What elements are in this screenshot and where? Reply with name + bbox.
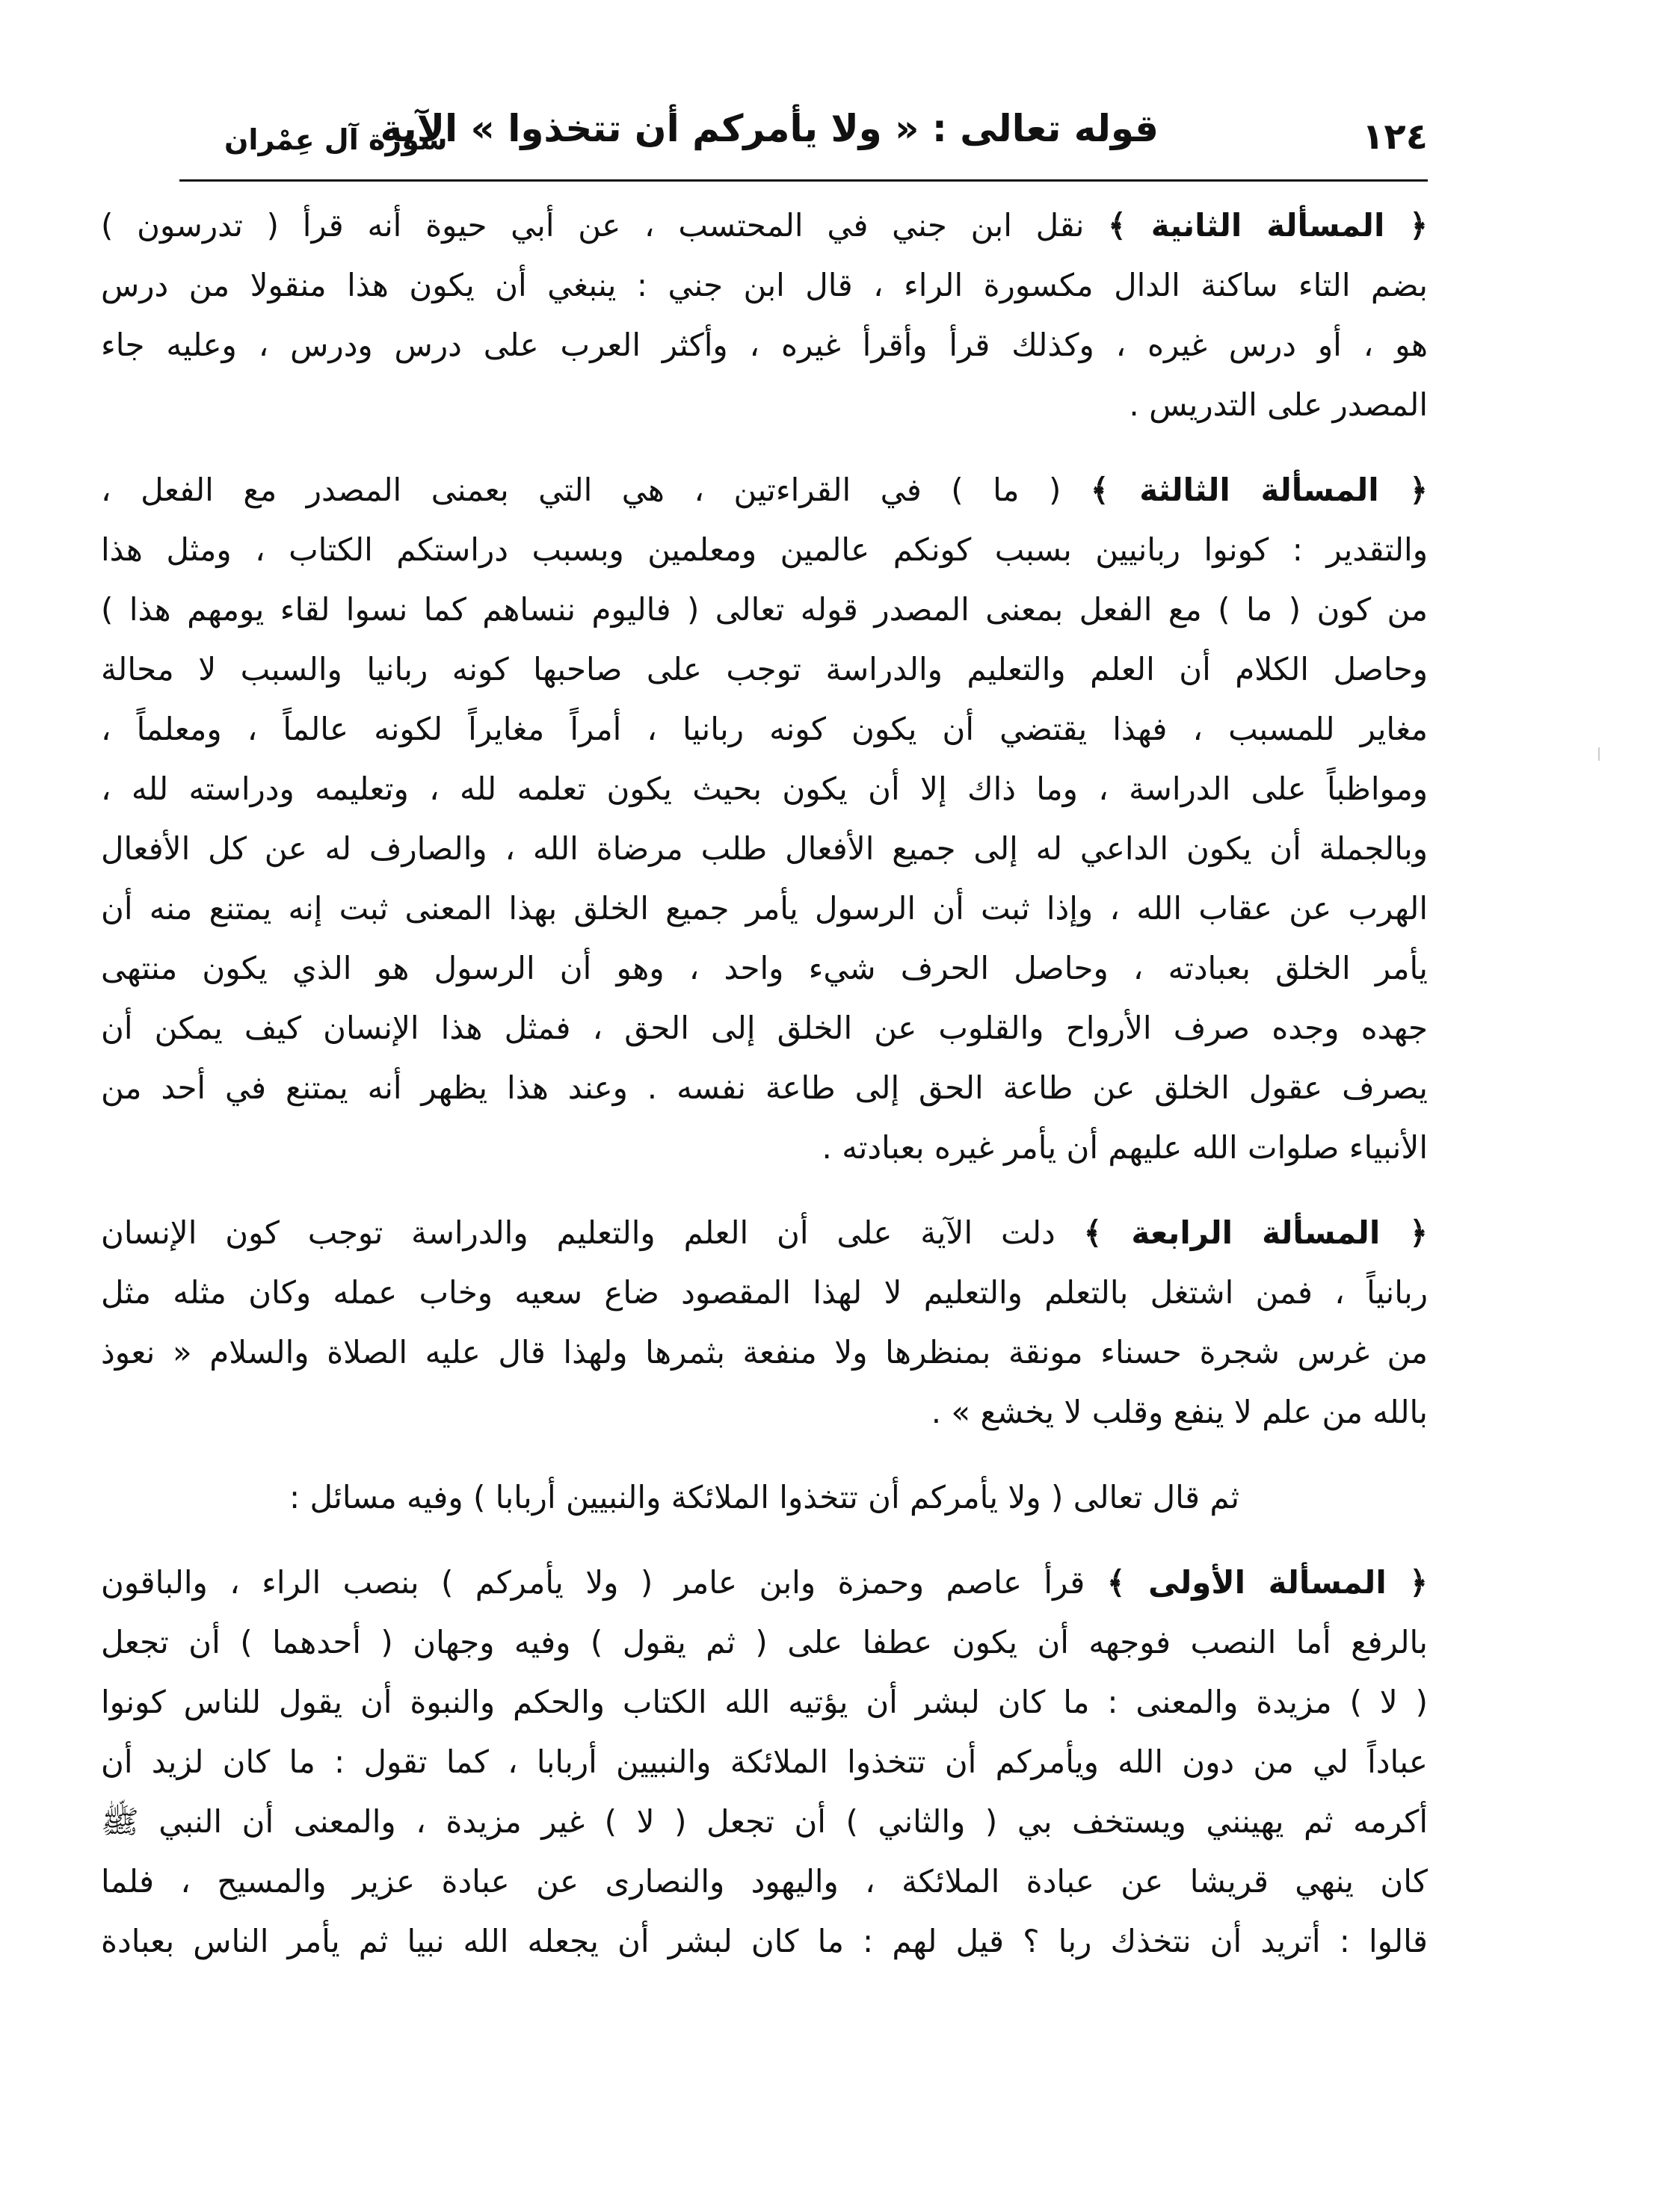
text-line: الهرب عن عقاب الله ، وإذا ثبت أن الرسول يأمر جميع الخلق بهذا المعنى ثبت إنه يمتنع منه أن bbox=[101, 890, 1428, 927]
text-line bbox=[101, 1203, 1428, 1263]
text-line: ربانياً ، فمن اشتغل بالتعلم والتعليم لا لهذا المقصود ضاع سعيه وخاب عمله وكان مثله مثل bbox=[101, 1274, 1428, 1311]
line-text: قرأ عاصم وحمزة وابن عامر ( ولا يأمركم ) بنصب الراء ، والباقون bbox=[101, 1564, 1085, 1601]
text-line: من غرس شجرة حسناء مونقة بمنظرها ولا منفعة بثمرها ولهذا قال عليه الصلاة والسلام « نعوذ bbox=[101, 1334, 1428, 1371]
text-line: عباداً لي من دون الله ويأمركم أن تتخذوا الملائكة والنبيين أربابا ، كما تقول : ما كان لزيد أن bbox=[101, 1743, 1428, 1780]
surah-name: سورة آل عِمْران bbox=[224, 123, 448, 156]
text-line: قالوا : أتريد أن نتخذك ربا ؟ قيل لهم : ما كان لبشر أن يجعله الله نبيا ثم يأمر الناس بعبادة bbox=[101, 1923, 1428, 1959]
text-line: هو ، أو درس غيره ، وكذلك قرأ وأقرأ غيره ، وأكثر العرب على درس ودرس ، وعليه جاء bbox=[101, 327, 1428, 363]
header-divider bbox=[179, 179, 1428, 182]
paragraph-verse-intro bbox=[101, 1468, 1428, 1527]
issue-heading: ﴿ المسألة الثالثة ﴾ bbox=[1090, 472, 1428, 508]
text-line: ومواظباً على الدراسة ، وما ذاك إلا أن يكون بحيث يكون تعلمه لله ، وتعليمه ودراسته لله ، bbox=[101, 770, 1428, 807]
paragraph-third-issue bbox=[101, 460, 1428, 1178]
text-line: كان ينهي قريشا عن عبادة الملائكة ، واليهود والنصارى عن عبادة عزير والمسيح ، فلما bbox=[101, 1863, 1428, 1900]
issue-heading: ﴿ المسألة الثانية ﴾ bbox=[1108, 207, 1428, 244]
text-line bbox=[101, 196, 1428, 256]
text-line: وحاصل الكلام أن العلم والتعليم والدراسة توجب على صاحبها كونه ربانيا والسبب لا محالة bbox=[101, 651, 1428, 688]
line-text: دلت الآية على أن العلم والتعليم والدراسة توجب كون الإنسان bbox=[101, 1214, 1055, 1251]
header-title: قوله تعالى : « ولا يأمركم أن تتخذوا » الآية bbox=[380, 107, 1159, 150]
text-line bbox=[101, 460, 1428, 520]
paragraph-fourth-issue bbox=[101, 1203, 1428, 1442]
text-line bbox=[101, 1553, 1428, 1613]
text-line: مغاير للمسبب ، فهذا يقتضي أن يكون كونه ربانيا ، أمراً مغايراً لكونه عالماً ، ومعلماً ، bbox=[101, 711, 1428, 747]
text-line: يأمر الخلق بعبادته ، وحاصل الحرف شيء واحد ، وهو أن الرسول هو الذي يكون منتهى bbox=[101, 950, 1428, 986]
main-text bbox=[101, 196, 1428, 1997]
text-line: بالله من علم لا ينفع وقلب لا يخشع » . bbox=[931, 1394, 1428, 1430]
page-number: ١٢٤ bbox=[1362, 116, 1428, 158]
running-header bbox=[179, 101, 1428, 179]
text-line: وبالجملة أن يكون الداعي له إلى جميع الأفعال طلب مرضاة الله ، والصارف له عن كل الأفعال bbox=[101, 830, 1428, 867]
text-line: المصدر على التدريس . bbox=[1129, 386, 1428, 423]
text-line: يصرف عقول الخلق عن طاعة الحق إلى طاعة نفسه . وعند هذا يظهر أنه يمتنع في أحد من bbox=[101, 1069, 1428, 1106]
text-line: بضم التاء ساكنة الدال مكسورة الراء ، قال ابن جني : ينبغي أن يكون هذا منقولا من درس bbox=[101, 267, 1428, 303]
paragraph-first-issue bbox=[101, 1553, 1428, 1971]
line-text: ( ما ) في القراءتين ، هي التي بعمنى المصدر مع الفعل ، bbox=[101, 472, 1061, 508]
text-line: من كون ( ما ) مع الفعل بمعنى المصدر قوله تعالى ( فاليوم ننساهم كما نسوا لقاء يومهم هذا ) bbox=[101, 591, 1428, 628]
text-line: والتقدير : كونوا ربانيين بسبب كونكم عالمين ومعلمين وبسبب دراستكم الكتاب ، ومثل هذا bbox=[101, 531, 1428, 568]
issue-heading: ﴿ المسألة الأولى ﴾ bbox=[1106, 1564, 1428, 1601]
scan-mark bbox=[1598, 747, 1600, 761]
text-line: ثم قال تعالى ( ولا يأمركم أن تتخذوا الملائكة والنبيين أربابا ) وفيه مسائل : bbox=[289, 1479, 1240, 1516]
text-line: الأنبياء صلوات الله عليهم أن يأمر غيره بعبادته . bbox=[822, 1129, 1428, 1166]
issue-heading: ﴿ المسألة الرابعة ﴾ bbox=[1083, 1214, 1428, 1251]
text-line: بالرفع أما النصب فوجهه أن يكون عطفا على ( ثم يقول ) وفيه وجهان ( أحدهما ) أن تجعل bbox=[101, 1624, 1428, 1660]
paragraph-second-issue bbox=[101, 196, 1428, 435]
line-text: نقل ابن جني في المحتسب ، عن أبي حيوة أنه قرأ ( تدرسون ) bbox=[101, 207, 1085, 244]
text-line: ( لا ) مزيدة والمعنى : ما كان لبشر أن يؤتيه الله الكتاب والحكم والنبوة أن يقول للناس كونوا bbox=[101, 1684, 1428, 1720]
text-line: جهده وجده صرف الأرواح والقلوب عن الخلق إلى الحق ، فمثل هذا الإنسان كيف يمكن أن bbox=[101, 1010, 1428, 1046]
text-line: أكرمه ثم يهينني ويستخف بي ( والثاني ) أن تجعل ( لا ) غير مزيدة ، والمعنى أن النبي ﷺ bbox=[101, 1803, 1428, 1840]
